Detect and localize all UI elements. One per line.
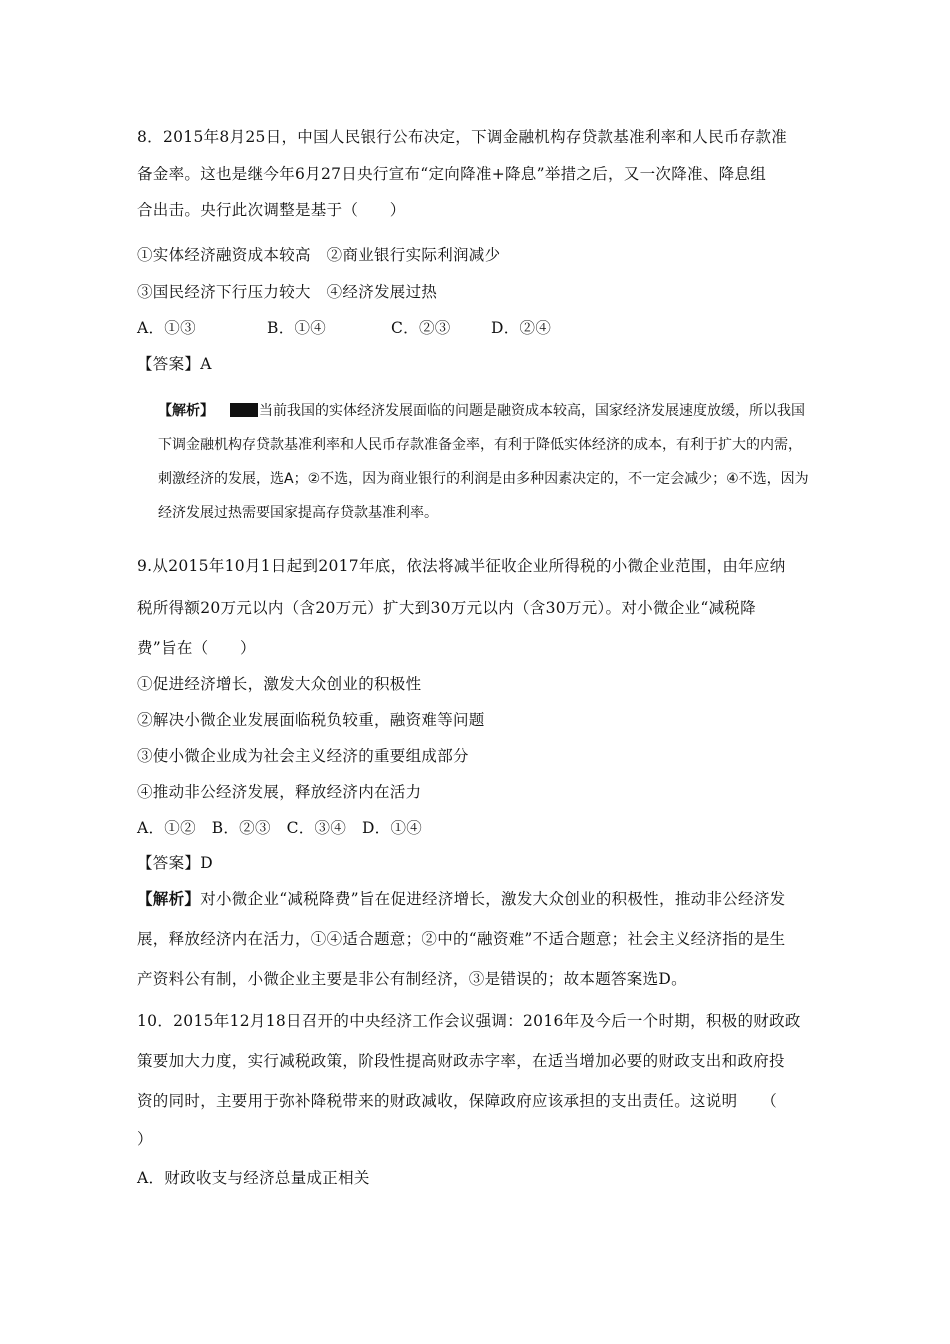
redaction-mark [230, 403, 258, 417]
q9-options: A．①② B．②③ C．③④ D．①④ [137, 819, 423, 837]
q9-stem-line-1: 9.从2015年10月1日起到2017年底，依法将减半征收企业所得税的小微企业范围，由年应纳 [137, 557, 786, 575]
q9-choice-3: ③使小微企业成为社会主义经济的重要组成部分 [137, 747, 469, 765]
q9-analysis-line-1 [137, 889, 785, 909]
q8-choice-line-2: ③国民经济下行压力较大 ④经济发展过热 [137, 283, 438, 301]
q8-analysis-line-4: 经济发展过热需要国家提高存贷款基准利率。 [158, 505, 438, 521]
q8-choice-line-1: ①实体经济融资成本较高 ②商业银行实际利润减少 [137, 246, 501, 264]
q8-analysis-text: 当前我国的实体经济发展面临的问题是融资成本较高，国家经济发展速度放缓，所以我国 [259, 403, 805, 419]
q8-option-d: D．②④ [491, 319, 552, 337]
q9-choice-2: ②解决小微企业发展面临税负较重，融资难等问题 [137, 711, 485, 729]
q8-analysis-line-3: 刺激经济的发展，选A；②不选，因为商业银行的利润是由多种因素决定的，不一定会减少；④不选，因为 [158, 471, 809, 487]
q8-options [137, 318, 551, 338]
q9-analysis-label: 【解析】 [137, 889, 201, 908]
q9-analysis-line-2: 展，释放经济内在活力，①④适合题意；②中的“融资难”不适合题意；社会主义经济指的是生 [137, 930, 786, 948]
q8-option-c: C．②③ [391, 319, 451, 337]
q9-analysis-text: 对小微企业“减税降费”旨在促进经济增长，激发大众创业的积极性，推动非公经济发 [200, 890, 786, 908]
q8-stem-line-2: 备金率。这也是继今年6月27日央行宣布“定向降准+降息”举措之后，又一次降准、降息组 [137, 165, 767, 183]
q8-stem-line-3: 合出击。央行此次调整是基于（ ） [137, 201, 406, 219]
q8-analysis-line-1 [158, 402, 805, 420]
q10-stem-line-1: 10．2015年12月18日召开的中央经济工作会议强调：2016年及今后一个时期，积极的财政政 [137, 1012, 801, 1030]
q8-answer: 【答案】A [137, 355, 212, 373]
q10-stem-line-4: ） [137, 1130, 153, 1148]
q8-analysis-label: 【解析】 [158, 403, 214, 419]
q8-option-b: B．①④ [267, 319, 327, 337]
q9-choice-1: ①促进经济增长，激发大众创业的积极性 [137, 675, 422, 693]
q9-analysis-line-3: 产资料公有制，小微企业主要是非公有制经济，③是错误的；故本题答案选D。 [137, 970, 687, 988]
q9-stem-line-3: 费”旨在（ ） [137, 639, 256, 657]
q9-choice-4: ④推动非公经济发展，释放经济内在活力 [137, 783, 422, 801]
q8-analysis-line-2: 下调金融机构存贷款基准利率和人民币存款准备金率，有利于降低实体经济的成本，有利于扩大的内需， [158, 437, 802, 453]
q10-option-a: A．财政收支与经济总量成正相关 [137, 1169, 370, 1187]
q10-stem-line-2: 策要加大力度，实行减税政策，阶段性提高财政赤字率，在适当增加必要的财政支出和政府投 [137, 1052, 785, 1070]
q8-option-a: A．①③ [137, 319, 196, 337]
q9-stem-line-2: 税所得额20万元以内（含20万元）扩大到30万元以内（含30万元）。对小微企业“减税降 [137, 599, 756, 617]
q9-answer: 【答案】D [137, 854, 213, 872]
q8-stem-line-1: 8．2015年8月25日，中国人民银行公布决定，下调金融机构存贷款基准利率和人民币存款准 [137, 128, 788, 146]
q10-stem-line-3: 资的同时，主要用于弥补降税带来的财政减收，保障政府应该承担的支出责任。这说明 （ [137, 1092, 778, 1110]
